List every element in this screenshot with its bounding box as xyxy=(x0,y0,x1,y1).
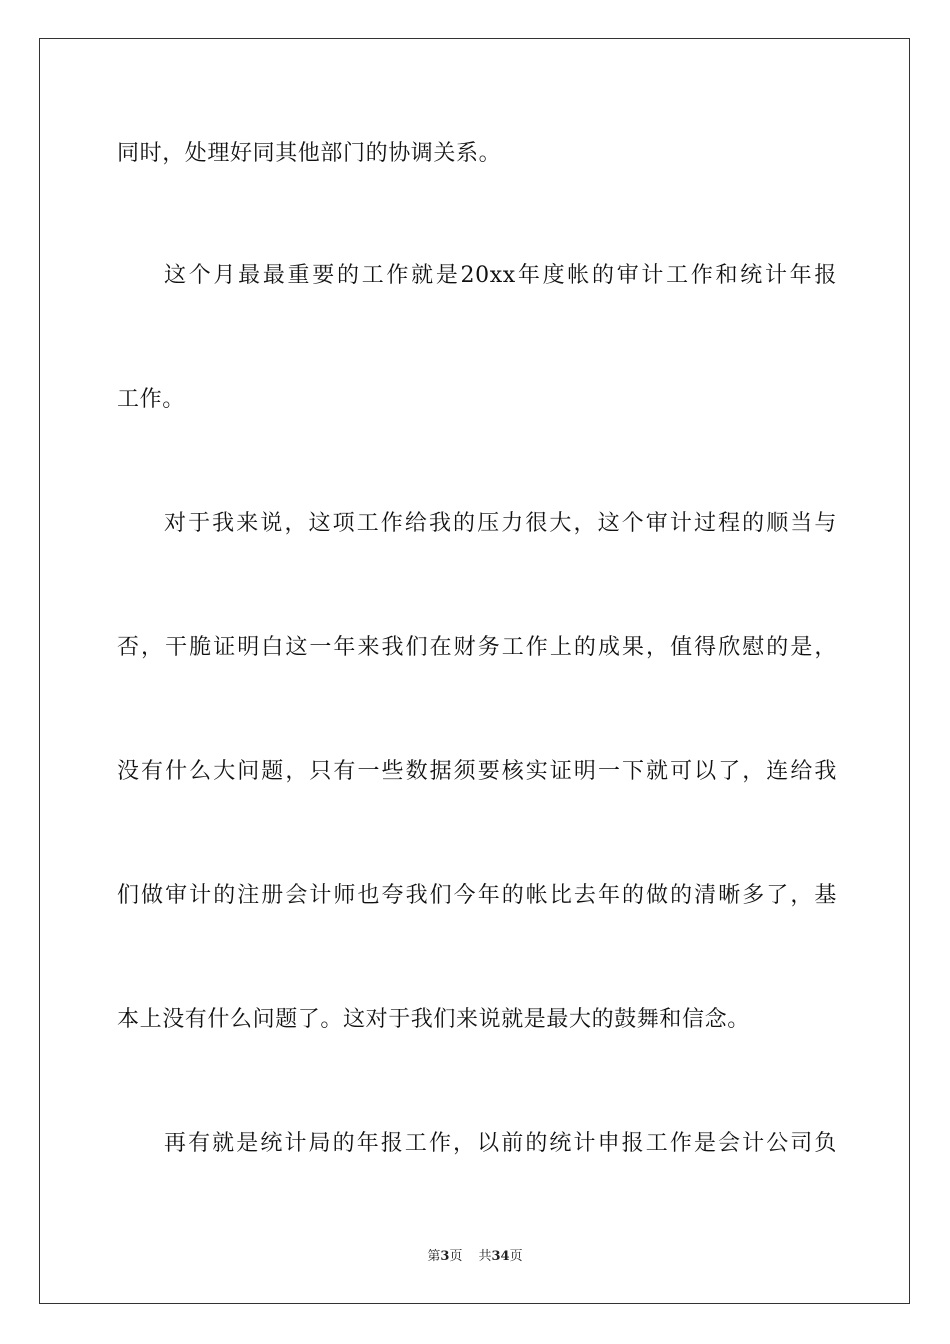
page-prefix: 第 xyxy=(427,1249,441,1264)
text-line-2: 这个月最最重要的工作就是20xx年度帐的审计工作和统计年报 xyxy=(164,263,837,288)
page-number: 3 xyxy=(440,1249,450,1264)
text-line-5: 否，干脆证明白这一年来我们在财务工作上的成果，值得欣慰的是， xyxy=(117,635,837,660)
page-border xyxy=(39,38,910,1304)
total-pages: 34 xyxy=(491,1249,510,1264)
text-line-9: 再有就是统计局的年报工作，以前的统计申报工作是会计公司负 xyxy=(164,1131,837,1156)
text-line-7: 们做审计的注册会计师也夸我们今年的帐比去年的做的清晰多了，基 xyxy=(117,883,837,908)
text-line-1: 同时，处理好同其他部门的协调关系。 xyxy=(117,141,502,166)
text-line-3: 工作。 xyxy=(117,387,185,412)
page-footer xyxy=(0,1248,950,1266)
page-suffix: 页 xyxy=(449,1249,463,1264)
total-prefix: 共 xyxy=(478,1249,492,1264)
text-line-8: 本上没有什么问题了。这对于我们来说就是最大的鼓舞和信念。 xyxy=(117,1007,750,1032)
text-line-6: 没有什么大问题，只有一些数据须要核实证明一下就可以了，连给我 xyxy=(117,759,837,784)
text-line-4: 对于我来说，这项工作给我的压力很大，这个审计过程的顺当与 xyxy=(164,511,837,536)
total-suffix: 页 xyxy=(509,1249,523,1264)
